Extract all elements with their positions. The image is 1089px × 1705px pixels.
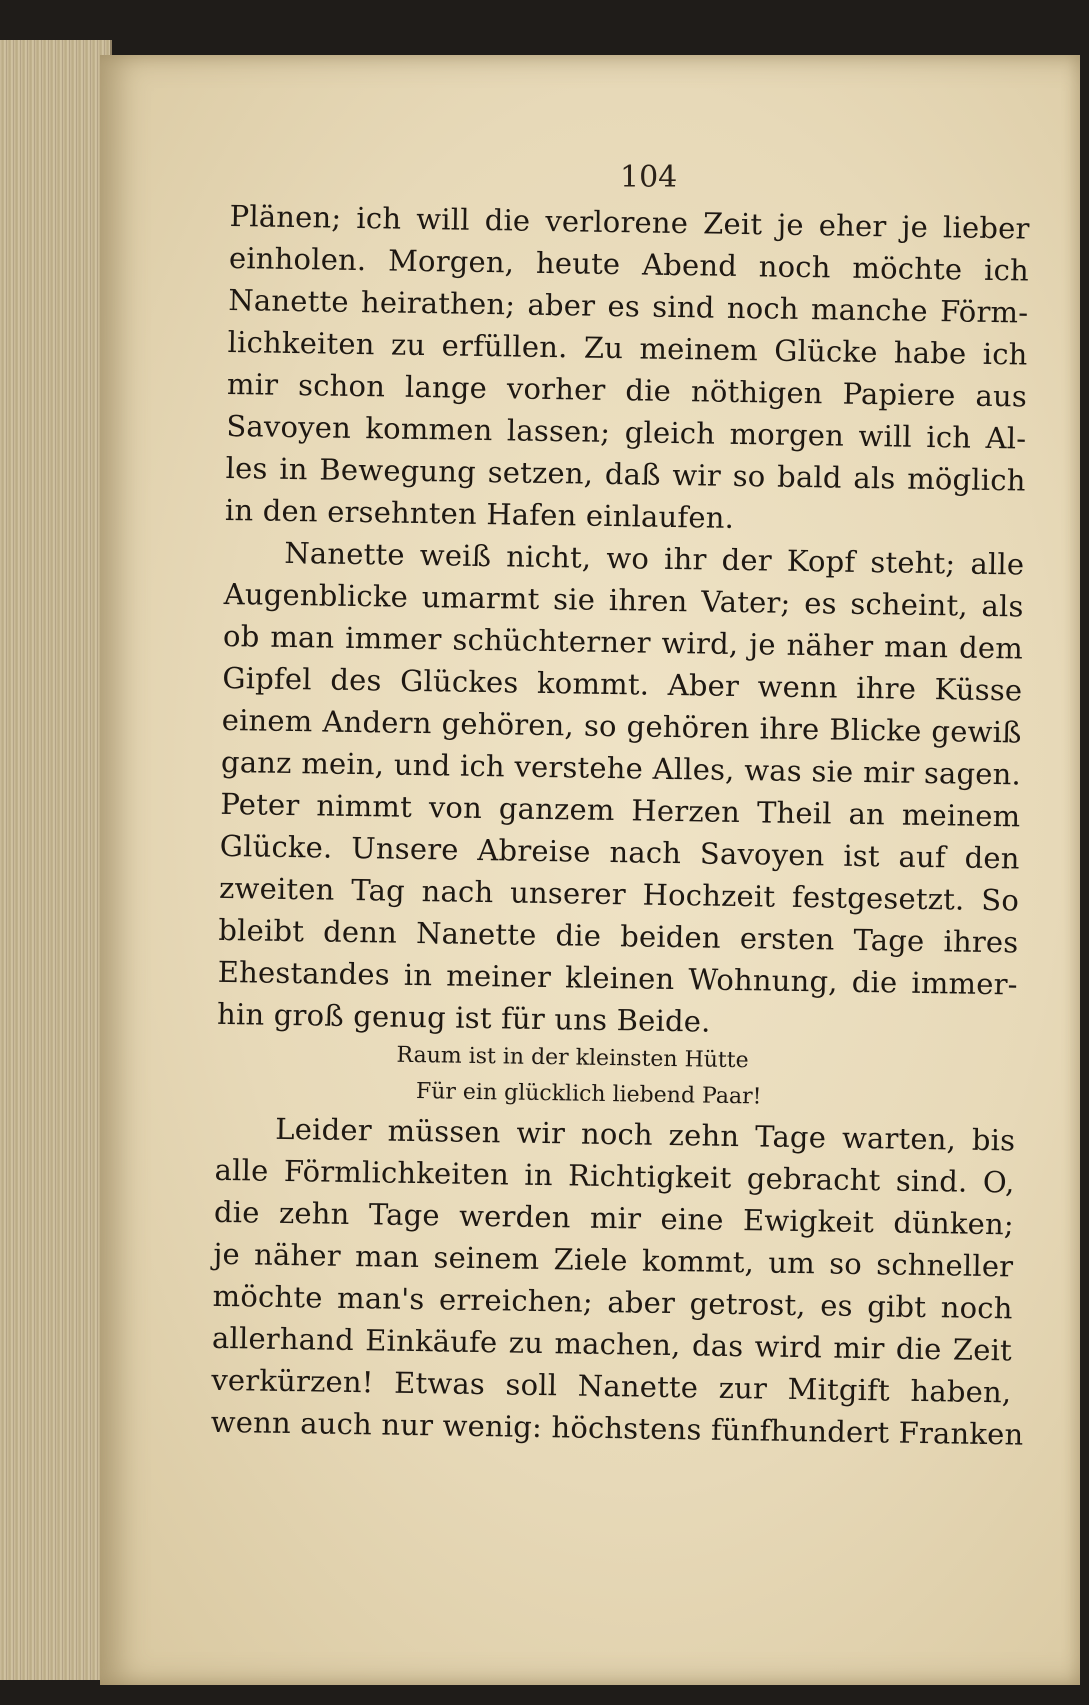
text-line: Augenblicke umarmt sie ihren Vater; es scheint, als bbox=[223, 576, 1024, 624]
text-line: einem Andern gehören, so gehören ihre Blicke gewiß bbox=[221, 702, 1022, 750]
text-line: zweiten Tag nach unserer Hochzeit festgesetzt. So bbox=[218, 870, 1020, 918]
text-line: einholen. Morgen, heute Abend noch möchte ich bbox=[228, 240, 1030, 288]
text-line: ganz mein, und ich verstehe Alles, was sie mir sagen. bbox=[220, 744, 1022, 792]
text-line: ob man immer schüchterner wird, je näher man dem bbox=[222, 618, 1024, 666]
text-line: lichkeiten zu erfüllen. Zu meinem Glücke habe ich bbox=[227, 324, 1028, 372]
text-line: hin groß genug ist für uns Beide. bbox=[216, 996, 711, 1039]
text-line: Leider müssen wir noch zehn Tage warten, bis bbox=[275, 1111, 1016, 1158]
page-number: 104 bbox=[620, 160, 678, 195]
text-line: Glücke. Unsere Abreise nach Savoyen ist auf den bbox=[219, 828, 1020, 876]
text-line: wenn auch nur wenig: höchstens fünfhundert Franken bbox=[210, 1404, 1024, 1452]
text-line: möchte man's erreichen; aber getrost, es gibt noch bbox=[212, 1278, 1013, 1326]
text-line: verkürzen! Etwas soll Nanette zur Mitgift haben, bbox=[211, 1362, 1012, 1410]
text-line: bleibt denn Nanette die beiden ersten Tage ihres bbox=[218, 912, 1019, 960]
text-line: Nanette weiß nicht, wo ihr der Kopf steht; alle bbox=[284, 535, 1025, 582]
verse-line: Raum ist in der kleinsten Hütte bbox=[396, 1042, 749, 1074]
text-line: je näher man seinem Ziele kommt, um so schneller bbox=[213, 1236, 1014, 1284]
text-line: Savoyen kommen lassen; gleich morgen will ich Al- bbox=[226, 408, 1027, 456]
text-line: Plänen; ich will die verlorene Zeit je eher je lieber bbox=[229, 198, 1030, 246]
text-line: Peter nimmt von ganzem Herzen Theil an meinem bbox=[220, 786, 1021, 834]
text-line: Gipfel des Glückes kommt. Aber wenn ihre Küsse bbox=[222, 660, 1023, 708]
page-edges bbox=[0, 40, 112, 1680]
text-line: Nanette heirathen; aber es sind noch manche Förm- bbox=[228, 282, 1029, 330]
text-line: mir schon lange vorher die nöthigen Papiere aus bbox=[226, 366, 1028, 414]
text-line: die zehn Tage werden mir eine Ewigkeit dünken; bbox=[213, 1194, 1015, 1242]
text-line: Ehestandes in meiner kleinen Wohnung, die immer- bbox=[217, 954, 1018, 1002]
text-line: les in Bewegung setzen, daß wir so bald als möglich bbox=[225, 450, 1026, 498]
body-text bbox=[210, 195, 1030, 1455]
text-line: allerhand Einkäufe zu machen, das wird mir die Zeit bbox=[211, 1320, 1013, 1368]
text-line: alle Förmlichkeiten in Richtigkeit gebracht sind. O, bbox=[214, 1152, 1015, 1200]
verse-line: Für ein glücklich liebend Paar! bbox=[415, 1079, 762, 1110]
text-line: in den ersehnten Hafen einlaufen. bbox=[224, 492, 735, 535]
